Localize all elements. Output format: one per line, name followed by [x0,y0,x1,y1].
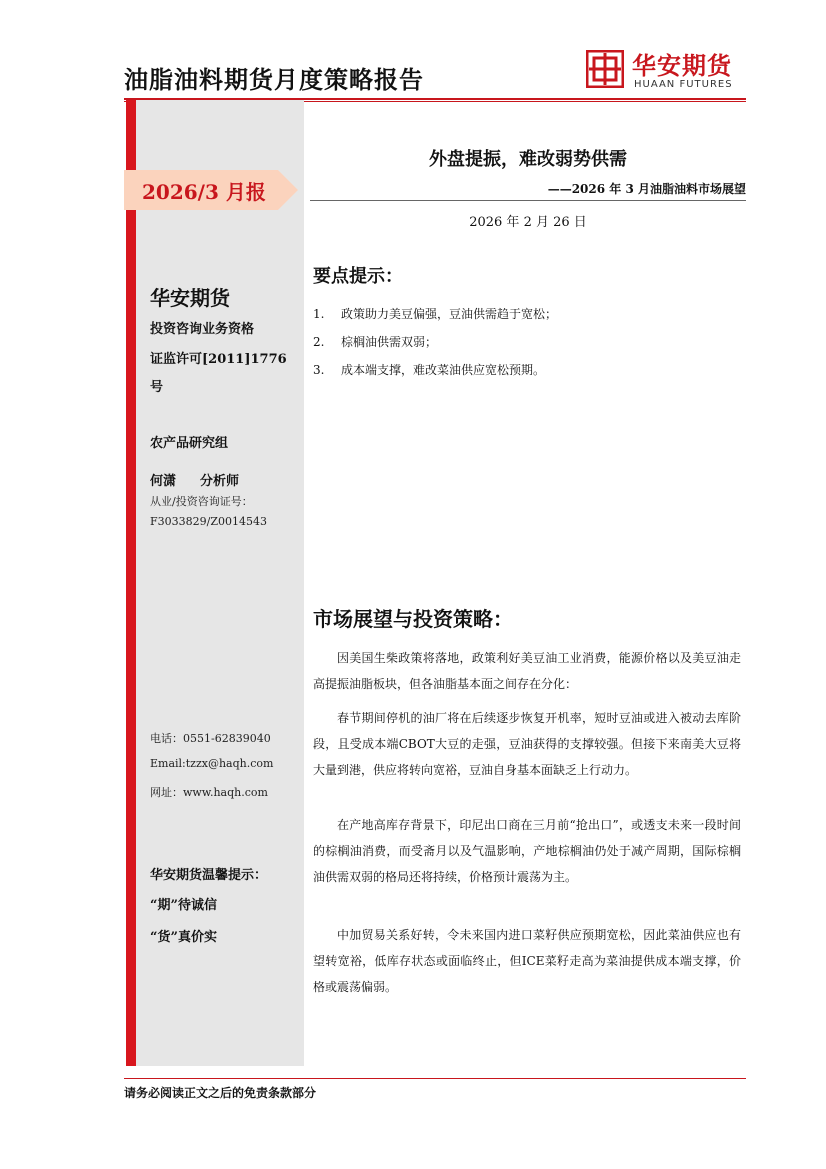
company-name: 华安期货 [150,286,230,310]
qualification-line-2: 证监许可[2011]1776 [150,352,287,367]
key-point-item [313,361,545,378]
report-series-title: 油脂油料期货月度策略报告 [124,66,424,94]
report-date: 2026 年 2 月 26 日 [469,215,587,230]
key-point-item [313,305,557,322]
tip-line-2: “货”真价实 [150,930,217,945]
outlook-paragraph: 在产地高库存背景下，印尼出口商在三月前“抢出口”，或透支未来一段时间的棕榈油消费，而受斋月以及气温影响，产地棕榈油仍处于减产周期，国际棕榈油供需双弱的格局还将持续，价格预计震荡为主。 [313,818,741,884]
sidebar-panel [136,100,304,1066]
tip-title: 华安期货温馨提示： [150,868,268,883]
analyst-name: 何潇 [150,474,177,489]
license-number: F3033829/Z0014543 [150,515,267,528]
analyst-role: 分析师 [200,474,240,489]
key-point-number: 3. [313,363,325,377]
license-label: 从业/投资咨询证号： [150,495,253,508]
qualification-line-3: 号 [150,380,164,395]
outlook-heading: 市场展望与投资策略： [313,607,513,631]
key-point-number: 1. [313,307,325,321]
subtitle-divider [310,200,746,201]
sidebar-red-stripe [126,100,136,1066]
report-title: 外盘提振，难改弱势供需 [429,149,627,170]
outlook-paragraph: 因美国生柴政策将落地，政策利好美豆油工业消费，能源价格以及美豆油走高提振油脂板块，但各油脂基本面之间存在分化： [313,651,741,691]
research-group: 农产品研究组 [150,436,229,451]
key-point-number: 2. [313,335,325,349]
logo-text-en: HUAAN FUTURES [634,79,733,90]
outlook-paragraph: 中加贸易关系好转，令未来国内进口菜籽供应预期宽松，因此菜油供应也有望转宽裕，低库存状态或面临终止，但ICE菜籽走高为菜油提供成本端支撑，价格或震荡偏弱。 [313,928,741,994]
outlook-paragraph: 春节期间停机的油厂将在后续逐步恢复开机率，短时豆油或进入被动去库阶段，且受成本端CBOT大豆的走强，豆油获得的支撑较强。但接下来南美大豆将大量到港，供应将转向宽裕，豆油自身基本面缺乏上行动力。 [313,711,741,777]
qualification-line-1: 投资咨询业务资格 [150,322,255,337]
key-point-text: 成本端支撑，难改菜油供应宽松预期。 [341,363,546,377]
contact-email[interactable]: Email:tzzx@haqh.com [150,757,274,770]
key-point-text: 棕榈油供需双弱； [341,335,438,349]
contact-phone: 电话：0551-62839040 [150,732,271,745]
company-logo [586,46,746,92]
disclaimer-notice: 请务必阅读正文之后的免责条款部分 [124,1086,317,1100]
contact-website[interactable]: 网址：www.haqh.com [150,786,268,799]
report-subtitle: ——2026 年 3 月油脂油料市场展望 [547,182,746,196]
key-point-text: 政策助力美豆偏强，豆油供需趋于宽松； [341,307,558,321]
key-point-item [313,333,437,350]
issue-tag [124,170,298,210]
logo-text-cn: 华安期货 [632,52,732,80]
key-points-heading: 要点提示： [313,266,403,287]
logo-seal-icon [586,50,624,88]
issue-tag-label: 2026/3 月报 [142,180,266,204]
tip-line-1: “期”待诚信 [150,898,217,913]
footer-divider [124,1078,746,1079]
